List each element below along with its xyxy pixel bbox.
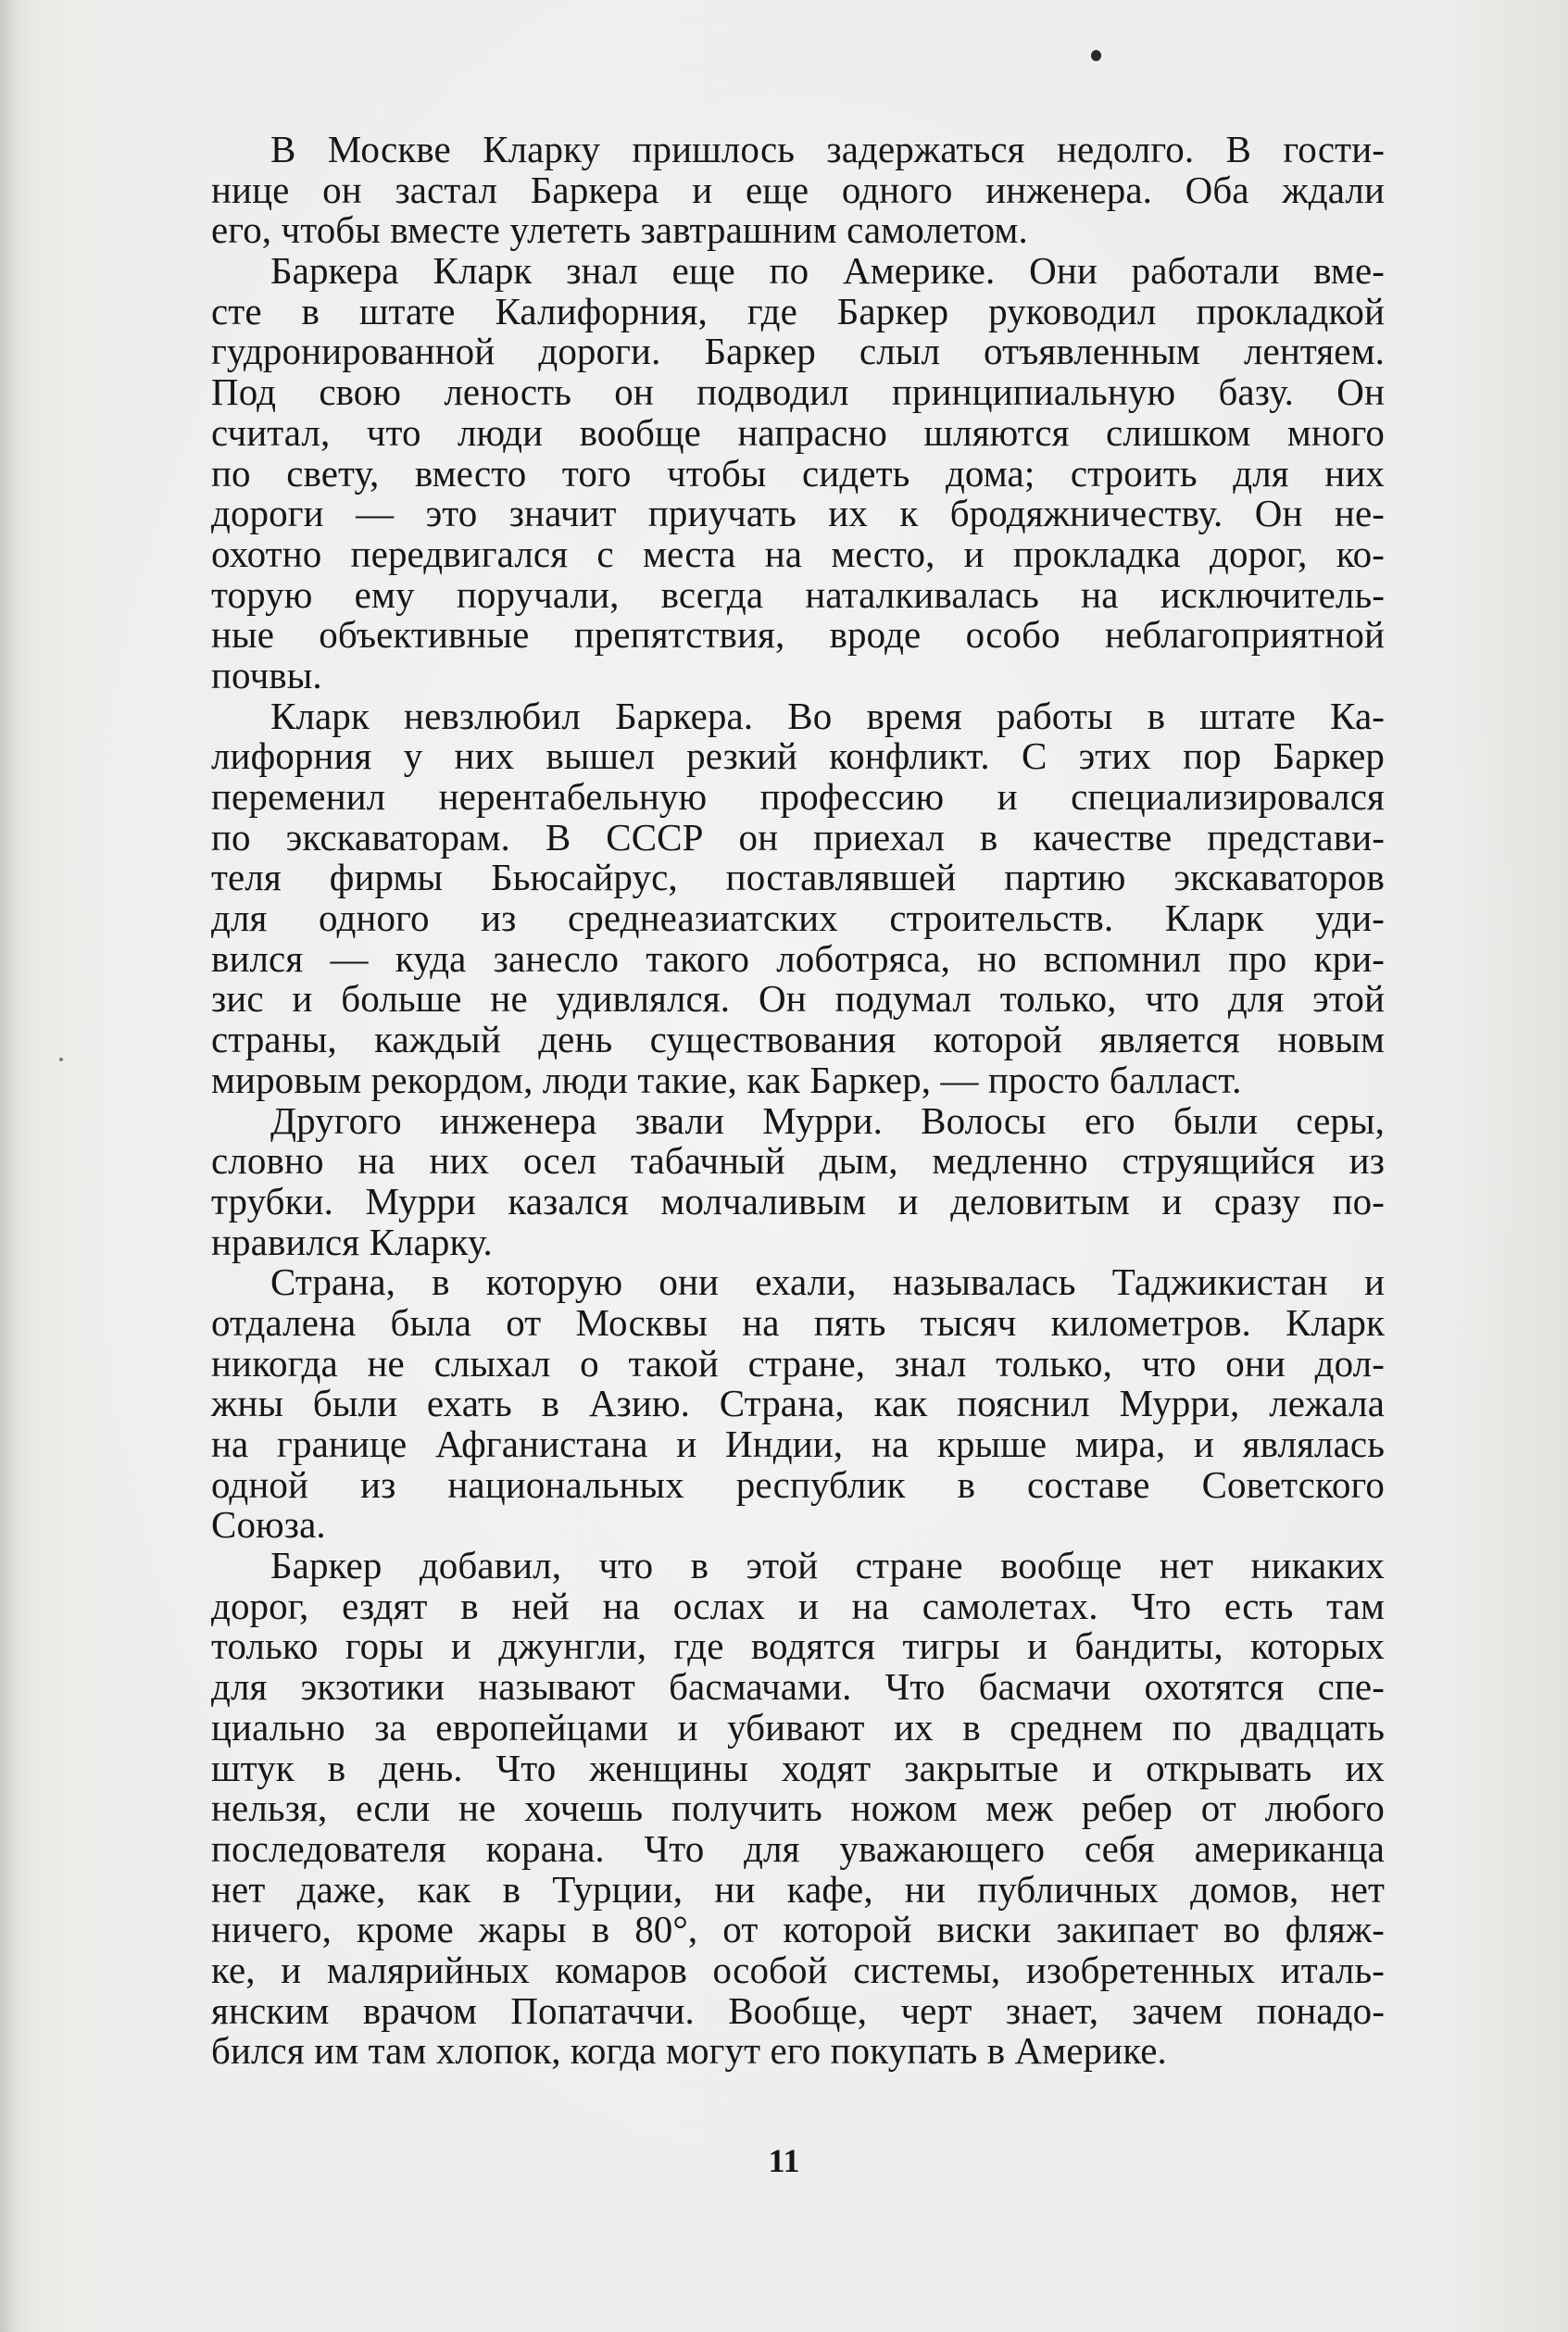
text-line: Кларк невзлюбил Баркера. Во время работы в штате Ка-: [270, 694, 1385, 737]
text-line: по свету, вместо того чтобы сидеть дома; строить для них: [211, 451, 1385, 495]
text-line: нельзя, если не хочешь получить ножом меж ребер от любого: [211, 1787, 1385, 1830]
text-line: теля фирмы Бьюсайрус, поставлявшей партию экскаваторов: [211, 856, 1385, 899]
text-line: для экзотики называют басмачами. Что басмачи охотятся спе-: [211, 1665, 1385, 1709]
text-line: нице он застал Баркера и еще одного инженера. Оба ждали: [211, 168, 1385, 211]
spine-shadow: [0, 0, 17, 2332]
text-line: Другого инженера звали Мурри. Волосы его были серы,: [270, 1098, 1385, 1142]
text-line: Баркер добавил, что в этой стране вообще нет никаких: [270, 1544, 1385, 1587]
text-line: нет даже, как в Турции, ни кафе, ни публичных домов, нет: [211, 1867, 1385, 1911]
paragraph: [211, 251, 1385, 696]
paragraph: [211, 1262, 1385, 1546]
text-line: словно на них осел табачный дым, медленно струящийся из: [211, 1139, 1385, 1183]
text-line: его, чтобы вместе улететь завтрашним самолетом.: [211, 208, 1028, 252]
text-line: жны были ехать в Азию. Страна, как пояснил Мурри, лежала: [211, 1382, 1385, 1425]
text-line: торую ему поручали, всегда наталкивалась на исключитель-: [211, 572, 1385, 616]
text-line: охотно передвигался с места на место, и прокладка дорог, ко-: [211, 532, 1385, 575]
text-line: ке, и малярийных комаров особой системы, изобретенных италь-: [211, 1948, 1385, 1991]
text-line: почвы.: [211, 653, 322, 696]
paragraph: [211, 1098, 1385, 1263]
text-line: циально за европейцами и убивают их в среднем по двадцать: [211, 1705, 1385, 1749]
text-line: на границе Афганистана и Индии, на крыше мира, и являлась: [211, 1423, 1385, 1465]
text-line: переменил нерентабельную профессию и специализировался: [211, 775, 1385, 818]
paragraph: [211, 130, 1385, 251]
text-line: лифорния у них вышел резкий конфликт. С этих пор Баркер: [211, 734, 1385, 778]
text-line: зис и больше не удивлялся. Он подумал только, что для этой: [211, 977, 1385, 1021]
text-line: Страна, в которую они ехали, называлась Таджикистан и: [270, 1260, 1385, 1304]
text-line: сте в штате Калифорния, где Баркер руководил прокладкой: [211, 289, 1385, 332]
text-line: для одного из среднеазиатских строительств. Кларк уди-: [211, 896, 1385, 940]
text-line: ничего, кроме жары в 80°, от которой виски закипает во фляж-: [211, 1908, 1385, 1951]
text-line: дороги — это значит приучать их к бродяжничеству. Он не-: [211, 492, 1385, 535]
text-line: одной из национальных республик в составе Советского: [211, 1462, 1385, 1506]
text-line: Баркера Кларк знал еще по Америке. Они работали вме-: [270, 249, 1385, 293]
body-text: [211, 130, 1385, 2072]
paragraph: [211, 1546, 1385, 2072]
text-line: Союза.: [211, 1503, 326, 1547]
text-line: дорог, ездят в ней на ослах и на самолетах. Что есть там: [211, 1584, 1385, 1627]
text-line: штук в день. Что женщины ходят закрытые и открывать их: [211, 1746, 1385, 1789]
text-line: по экскаваторам. В СССР он приехал в качестве представи-: [211, 815, 1385, 859]
text-line: бился им там хлопок, когда могут его покупать в Америке.: [211, 2029, 1167, 2073]
text-line: янским врачом Попатаччи. Вообще, черт знает, зачем понадо-: [211, 1988, 1385, 2032]
ink-speck: [59, 1058, 63, 1061]
text-line: нравился Кларку.: [211, 1220, 493, 1263]
text-line: никогда не слыхал о такой стране, знал только, что они дол-: [211, 1341, 1385, 1385]
page-number: 11: [768, 2142, 800, 2179]
text-line: трубки. Мурри казался молчаливым и деловитым и сразу по-: [211, 1179, 1385, 1222]
text-line: ные объективные препятствия, вроде особо неблагоприятной: [211, 613, 1385, 657]
text-line: последователя корана. Что для уважающего себя американца: [211, 1826, 1385, 1870]
text-line: считал, что люди вообще напрасно шляются слишком много: [211, 410, 1385, 454]
text-line: гудронированной дороги. Баркер слыл отъявленным лентяем.: [211, 330, 1385, 373]
text-line: отдалена была от Москвы на пять тысяч километров. Кларк: [211, 1300, 1385, 1344]
paragraph: [211, 696, 1385, 1101]
text-line: Под свою леность он подводил принципиальную базу. Он: [211, 370, 1385, 414]
text-line: страны, каждый день существования которой является новым: [211, 1018, 1385, 1061]
text-line: В Москве Кларку пришлось задержаться недолго. В гости-: [270, 128, 1385, 170]
text-line: мировым рекордом, люди такие, как Баркер, — просто балласт.: [211, 1058, 1242, 1101]
ink-speck: [1091, 50, 1101, 61]
text-line: только горы и джунгли, где водятся тигры и бандиты, которых: [211, 1624, 1385, 1668]
text-line: вился — куда занесло такого лоботряса, но вспомнил про кри-: [211, 936, 1385, 980]
